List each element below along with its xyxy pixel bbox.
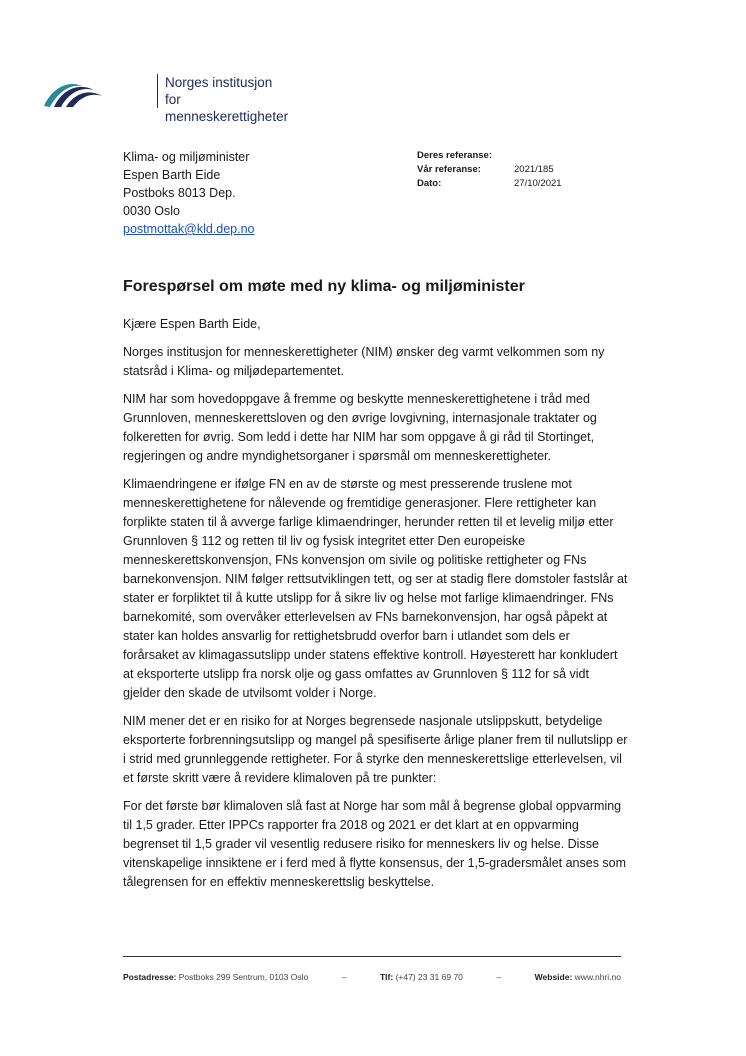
reference-value: 2021/185 bbox=[514, 164, 554, 175]
footer-phone-label: Tlf: bbox=[379, 972, 394, 982]
reference-block bbox=[417, 149, 562, 191]
footer-postal-label: Postadresse: bbox=[123, 972, 177, 982]
recipient-title: Klima- og miljøminister bbox=[123, 150, 250, 164]
logo-line-2: menneskerettigheter bbox=[165, 109, 289, 124]
recipient-street: Postboks 8013 Dep. bbox=[123, 186, 236, 200]
body-paragraph: Klimaendringene er ifølge FN en av de største og mest presserende truslene mot menneskerettighetene for nålevende og fremtidige generasjoner. Flere rettigheter kan forplikte staten til å avverge farlige klimaendringer, herunder retten til et levelig miljø etter Grunnloven § 112 og retten til liv og fysisk integritet etter Den europeiske menneskerettskonvensjon, FNs konvensjon om sivile og politiske rettigheter og FNs barnekonvensjon. NIM følger rettsutviklingen tett, og ser at stadig flere domstoler fastslår at stater er forpliktet til å kutte utslipp for å sikre liv og helse mot farlige klimaendringer. FNs barnekomité, som overvåker etterlevelsen av FNs barnekonvensjon, har også påpekt at stater kan holdes ansvarlig for rettighetsbrudd overfor barn i utlandet som dels er forårsaket av klimagassutslipp under statens effektive kontroll. Høyesterett har konkludert at eksporterte utslipp fra norsk olje og gass omfattes av Grunnloven § 112 for så vidt gjelder den skade de utvilsomt volder i Norge. bbox=[123, 477, 628, 700]
body-paragraph: Norges institusjon for menneskerettigheter (NIM) ønsker deg varmt velkommen som ny statsråd i Klima- og miljødepartementet. bbox=[123, 345, 605, 378]
reference-label: Deres referanse: bbox=[417, 150, 492, 161]
body-paragraph: For det første bør klimaloven slå fast at Norge har som mål å begrense global oppvarming til 1,5 grader. Etter IPPCs rapporter fra 2018 og 2021 er det klart at en oppvarming begrenset til 1,5 grader vil vesentlig redusere risiko for menneskers liv og helse. Disse vitenskapelige innsiktene er i ferd med å flytte konsensus, der 1,5-gradersmålet anses som tålegrensen for en effektiv menneskerettslig beskyttelse. bbox=[123, 799, 627, 889]
body-paragraph: NIM mener det er en risiko for at Norges begrensede nasjonale utslippskutt, betydelige eksporterte forbrenningsutslipp og mangel på spesifiserte årlige planer frem til nullutslipp er i strid med grunnleggende rettigheter. For å styrke den menneskerettslige etterlevelsen, vil et første skritt være å revidere klimaloven på tre punkter: bbox=[123, 714, 628, 785]
recipient-city: 0030 Oslo bbox=[123, 204, 180, 218]
body-paragraph: NIM har som hovedoppgave å fremme og beskytte menneskerettighetene i tråd med Grunnloven, menneskerettsloven og den øvrige lovgivning, internasjonale traktater og folkeretten for øvrig. Som ledd i dette har NIM har som oppgave å gi råd til Stortinget, regjeringen og andre myndighetsorganer i spørsmål om menneskerettigheter. bbox=[123, 392, 597, 463]
footer-phone bbox=[380, 972, 463, 982]
nim-arcs-logo-icon bbox=[42, 76, 104, 108]
footer-separator: – bbox=[341, 972, 347, 982]
footer-postal bbox=[123, 972, 308, 982]
reference-value: 27/10/2021 bbox=[514, 178, 562, 189]
recipient-email-link[interactable]: postmottak@kld.dep.no bbox=[123, 222, 255, 236]
recipient-address bbox=[123, 148, 255, 238]
letter-title: Forespørsel om møte med ny klima- og miljøminister bbox=[123, 278, 525, 295]
reference-label: Vår referanse: bbox=[417, 164, 481, 175]
footer-web bbox=[535, 972, 621, 982]
logo-line-1: Norges institusjon for bbox=[165, 75, 273, 107]
recipient-name: Espen Barth Eide bbox=[123, 168, 221, 182]
footer-web-value: www.nhri.no bbox=[574, 972, 621, 982]
reference-row bbox=[417, 177, 562, 191]
footer-web-label: Webside: bbox=[534, 972, 573, 982]
logo bbox=[42, 72, 289, 124]
reference-row bbox=[417, 149, 562, 163]
footer bbox=[123, 972, 621, 982]
footer-separator: – bbox=[496, 972, 502, 982]
letter-body bbox=[123, 315, 628, 901]
salutation: Kjære Espen Barth Eide, bbox=[123, 317, 261, 331]
footer-phone-value: (+47) 23 31 69 70 bbox=[395, 972, 463, 982]
footer-postal-value: Postboks 299 Sentrum, 0103 Oslo bbox=[178, 972, 309, 982]
logo-text bbox=[165, 74, 288, 125]
logo-divider bbox=[157, 74, 158, 108]
reference-row bbox=[417, 163, 562, 177]
footer-divider bbox=[123, 956, 621, 957]
reference-label: Dato: bbox=[417, 178, 442, 189]
